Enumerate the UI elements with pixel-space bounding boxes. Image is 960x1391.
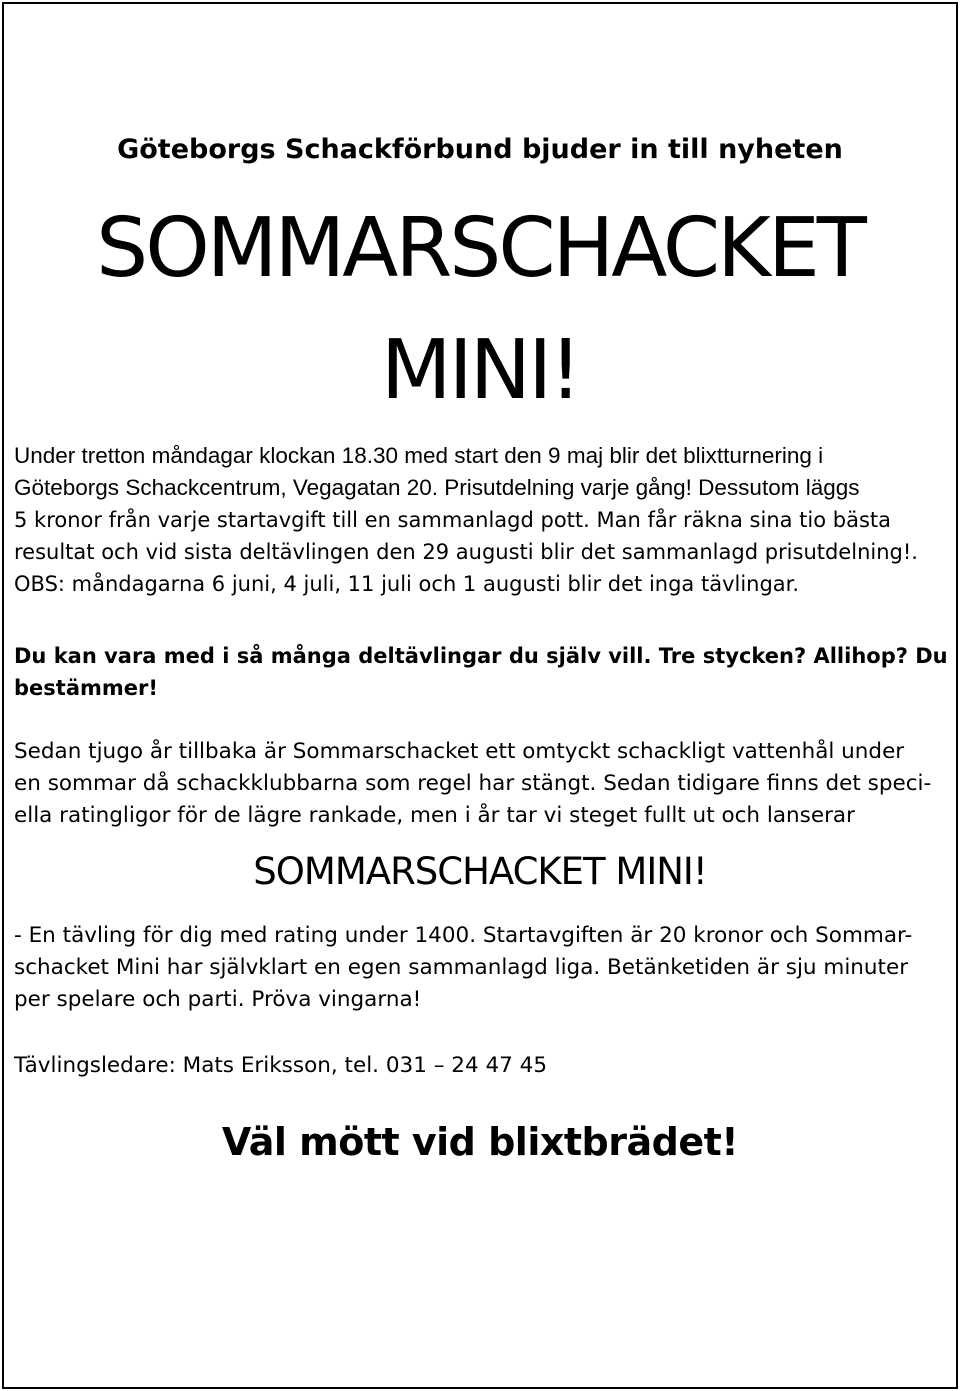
title-line-2: MINI!	[380, 323, 580, 418]
title-line-1: SOMMARSCHACKET	[96, 201, 864, 296]
paragraph-line: ella ratingligor för de lägre rankade, men i år tar vi steget fullt ut och lanserar	[14, 803, 855, 828]
paragraph-line: Under tretton måndagar klockan 18.30 med start den 9 maj blir det blixtturnering i	[14, 443, 824, 468]
paragraph-line: Göteborgs Schackcentrum, Vegagatan 20. Prisutdelning varje gång! Dessutom läggs	[14, 475, 860, 500]
paragraph-line: resultat och vid sista deltävlingen den 29 augusti blir det sammanlagd prisutdelning!.	[14, 540, 918, 564]
paragraph-line: Sedan tjugo år tillbaka är Sommarschacket ett omtyckt schackligt vattenhål under	[14, 739, 905, 764]
paragraph-schedule	[14, 440, 946, 600]
paragraph-line: per spelare och parti. Pröva vingarna!	[14, 987, 422, 1012]
paragraph-line: schacket Mini har självklart en egen sammanlagd liga. Betänketiden är sju minuter	[14, 955, 909, 980]
paragraph-line: bestämmer!	[14, 676, 158, 700]
subheading: SOMMARSCHACKET MINI!	[253, 850, 707, 893]
paragraph-line: - En tävling för dig med rating under 1400. Startavgiften är 20 kronor och Sommar-	[14, 923, 913, 948]
paragraph-history	[14, 736, 946, 832]
paragraph-line: en sommar då schackklubbarna som regel har stängt. Sedan tidigare finns det speci-	[14, 771, 932, 796]
paragraph-participation	[14, 640, 946, 704]
intro-line: Göteborgs Schackförbund bjuder in till nyheten	[117, 134, 843, 165]
paragraph-line: OBS: måndagarna 6 juni, 4 juli, 11 juli och 1 augusti blir det inga tävlingar.	[14, 572, 800, 596]
paragraph-line: Du kan vara med i så många deltävlingar du själv vill. Tre stycken? Allihop? Du	[14, 644, 948, 668]
paragraph-line: 5 kronor från varje startavgift till en sammanlagd pott. Man får räkna sina tio bästa	[14, 508, 892, 532]
paragraph-rules	[14, 920, 946, 1016]
closing-line: Väl mött vid blixtbrädet!	[221, 1120, 739, 1164]
contact-line: Tävlingsledare: Mats Eriksson, tel. 031 – 24 47 45	[14, 1053, 548, 1078]
